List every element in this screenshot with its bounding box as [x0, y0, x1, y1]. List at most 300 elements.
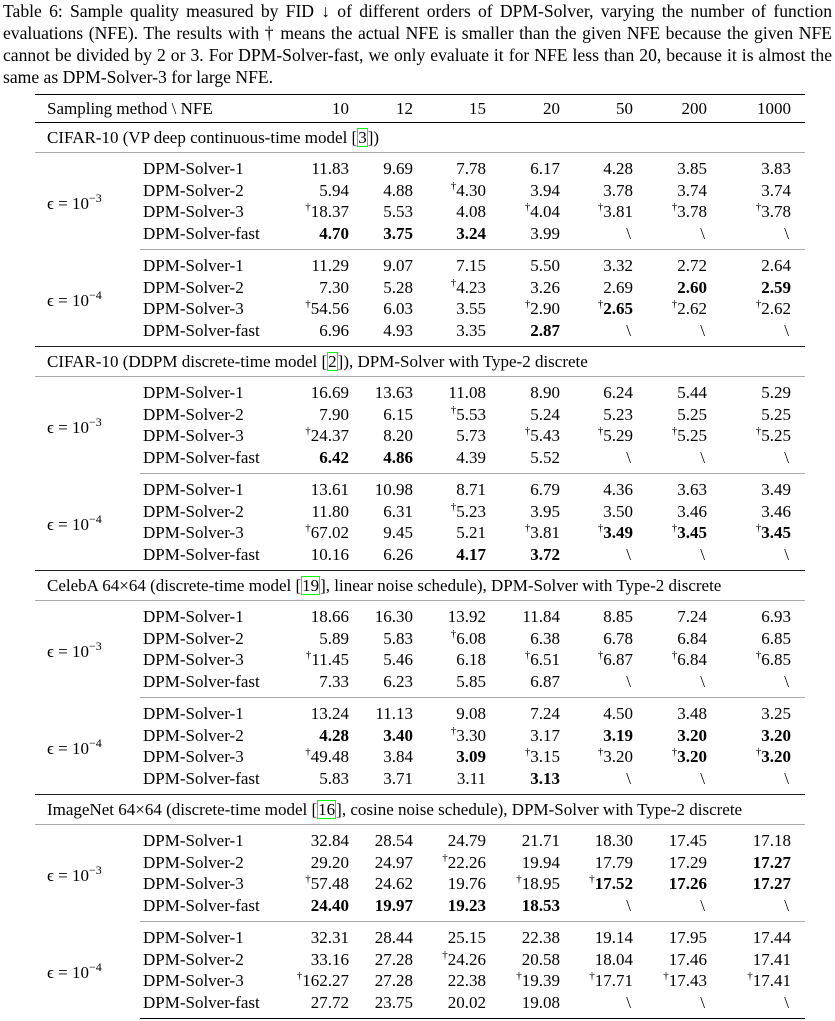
dagger-mark: † — [524, 649, 531, 661]
fid-value: 3.72 — [530, 544, 560, 564]
fid-value: 13.24 — [310, 704, 349, 723]
fid-cell — [486, 873, 560, 895]
fid-cell — [560, 425, 633, 447]
method-name: DPM-Solver-2 — [143, 852, 244, 872]
table-row — [35, 949, 805, 971]
fid-cell — [290, 873, 349, 895]
fid-cell — [290, 474, 349, 501]
fid-value: 5.25 — [761, 426, 791, 445]
fid-value: 5.85 — [456, 671, 486, 691]
dagger-mark: † — [524, 425, 531, 437]
table-row — [35, 628, 805, 650]
fid-cell — [707, 698, 805, 725]
table-row — [35, 725, 805, 747]
method-name: DPM-Solver-3 — [143, 202, 244, 221]
epsilon-exponent: −4 — [88, 959, 102, 974]
fid-cell — [707, 746, 805, 768]
method-name: DPM-Solver-3 — [143, 426, 244, 445]
fid-value: 6.23 — [383, 671, 413, 691]
fid-cell — [560, 277, 633, 299]
table-caption: Table 6: Sample quality measured by FID ↓ of different orders of DPM-Solver, varying the number of function evaluations (NFE). The results with † means the actual NFE is smaller than the given NFE because the given NFE cannot be divided by 2 or 3. For DPM-Solver-fast, we only evaluate it for NFE less than 20, because it is almost the same as DPM-Solver-3 for large NFE. — [3, 1, 832, 87]
citation-link[interactable]: 2 — [328, 352, 337, 371]
fid-value: 4.28 — [319, 725, 349, 745]
fid-cell — [560, 825, 633, 852]
fid-cell — [349, 922, 413, 949]
fid-value: 6.84 — [677, 628, 707, 648]
fid-value: 11.13 — [375, 704, 413, 723]
fid-cell — [486, 825, 560, 852]
fid-cell — [633, 768, 707, 795]
fid-value: 3.74 — [761, 180, 791, 200]
fid-value: 3.81 — [603, 202, 633, 221]
dagger-mark: † — [671, 522, 678, 534]
method-name: DPM-Solver-2 — [143, 949, 244, 969]
fid-cell — [633, 377, 707, 404]
method-name: DPM-Solver-1 — [143, 383, 244, 402]
fid-value: 9.07 — [383, 256, 413, 275]
fid-value: 5.83 — [383, 628, 413, 648]
method-name: DPM-Solver-1 — [143, 607, 244, 626]
table-row — [35, 250, 805, 277]
header-nfe: 50 — [560, 95, 633, 123]
fid-value: 162.27 — [302, 971, 349, 990]
epsilon-label — [35, 698, 140, 795]
header-label: Sampling method \ NFE — [35, 95, 290, 123]
fid-cell — [486, 922, 560, 949]
fid-value: 17.27 — [752, 852, 791, 872]
fid-value: 5.50 — [530, 256, 560, 275]
fid-value: 32.84 — [310, 831, 349, 850]
fid-value: 16.30 — [374, 607, 413, 626]
fid-cell — [560, 298, 633, 320]
not-evaluated-mark: \ — [626, 320, 631, 340]
section-title-text: CIFAR-10 (DDPM discrete-time model [ — [47, 352, 328, 371]
table-row — [35, 544, 805, 571]
method-name: DPM-Solver-3 — [143, 299, 244, 318]
fid-value: 22.26 — [447, 852, 486, 872]
fid-cell — [349, 223, 413, 250]
not-evaluated-mark: \ — [700, 895, 705, 915]
fid-cell — [707, 250, 805, 277]
fid-cell — [707, 825, 805, 852]
header-nfe: 15 — [413, 95, 486, 123]
fid-cell — [290, 725, 349, 747]
fid-cell — [633, 277, 707, 299]
fid-value: 10.98 — [374, 480, 413, 499]
table-row — [35, 970, 805, 992]
method-name: DPM-Solver-fast — [140, 447, 290, 474]
fid-cell — [707, 671, 805, 698]
method-name: DPM-Solver-fast — [143, 768, 260, 788]
table-row — [35, 873, 805, 895]
fid-value: 11.29 — [311, 256, 349, 275]
table-row — [35, 153, 805, 180]
not-evaluated-mark: \ — [700, 223, 705, 243]
fid-value: 24.26 — [447, 949, 486, 969]
fid-cell — [560, 698, 633, 725]
fid-value: 4.50 — [603, 704, 633, 723]
fid-value: 3.94 — [530, 180, 560, 200]
fid-cell — [486, 671, 560, 698]
fid-cell — [349, 501, 413, 523]
fid-cell — [707, 601, 805, 628]
fid-cell — [349, 425, 413, 447]
epsilon-base: ϵ = 10 — [47, 290, 89, 310]
fid-value: 5.52 — [530, 447, 560, 467]
fid-cell — [707, 447, 805, 474]
fid-cell — [707, 949, 805, 971]
fid-cell — [560, 725, 633, 747]
fid-value: 5.25 — [677, 426, 707, 445]
fid-cell — [349, 404, 413, 426]
fid-cell — [633, 671, 707, 698]
fid-cell — [486, 153, 560, 180]
method-name: DPM-Solver-2 — [143, 628, 244, 648]
section-title-text: ImageNet 64×64 (discrete-time model [ — [47, 800, 318, 819]
fid-value: 6.85 — [761, 628, 791, 648]
fid-cell — [560, 377, 633, 404]
fid-value: 3.25 — [761, 704, 791, 723]
fid-value: 6.24 — [603, 383, 633, 402]
table-row — [35, 474, 805, 501]
fid-cell — [413, 649, 486, 671]
table-row — [35, 277, 805, 299]
fid-cell — [633, 949, 707, 971]
not-evaluated-mark: \ — [626, 223, 631, 243]
fid-cell — [486, 298, 560, 320]
epsilon-exponent: −4 — [88, 287, 102, 302]
fid-value: 20.02 — [447, 992, 486, 1012]
dagger-mark: † — [755, 746, 762, 758]
fid-value: 20.58 — [521, 949, 560, 969]
dagger-mark: † — [597, 522, 604, 534]
fid-value: 22.38 — [447, 971, 486, 990]
dagger-mark: † — [597, 298, 604, 310]
fid-value: 3.84 — [383, 747, 413, 766]
fid-cell — [560, 404, 633, 426]
fid-value: 3.46 — [677, 501, 707, 521]
fid-value: 3.78 — [603, 180, 633, 200]
table-row — [35, 180, 805, 202]
dagger-mark: † — [671, 201, 678, 213]
fid-value: 6.18 — [456, 650, 486, 669]
fid-value: 3.20 — [677, 747, 707, 766]
fid-cell — [349, 250, 413, 277]
epsilon-exponent: −4 — [88, 511, 102, 526]
dagger-mark: † — [305, 425, 311, 437]
fid-value: 5.89 — [319, 628, 349, 648]
fid-cell — [560, 628, 633, 650]
table-row — [35, 768, 805, 795]
fid-value: 7.78 — [456, 159, 486, 178]
fid-cell — [349, 671, 413, 698]
fid-cell — [560, 601, 633, 628]
fid-value: 8.20 — [383, 426, 413, 445]
fid-value: 19.97 — [374, 895, 413, 915]
fid-cell — [349, 970, 413, 992]
fid-cell — [290, 698, 349, 725]
fid-value: 5.94 — [319, 180, 349, 200]
fid-cell — [633, 250, 707, 277]
fid-cell — [290, 425, 349, 447]
dagger-mark: † — [524, 201, 531, 213]
fid-value: 3.45 — [677, 523, 707, 542]
fid-value: 18.30 — [594, 831, 633, 850]
fid-cell — [349, 746, 413, 768]
method-name: DPM-Solver-2 — [143, 180, 244, 200]
fid-value: 7.24 — [677, 607, 707, 626]
fid-value: 2.60 — [677, 277, 707, 297]
dagger-mark: † — [597, 649, 604, 661]
fid-value: 6.93 — [761, 607, 791, 626]
fid-cell — [486, 544, 560, 571]
method-name: DPM-Solver-3 — [143, 874, 244, 893]
dagger-mark: † — [524, 746, 531, 758]
dagger-mark: † — [597, 425, 604, 437]
fid-cell — [413, 223, 486, 250]
fid-value: 4.08 — [456, 202, 486, 221]
fid-cell — [633, 501, 707, 523]
fid-cell — [413, 895, 486, 922]
fid-cell — [413, 298, 486, 320]
fid-value: 6.96 — [319, 320, 349, 340]
epsilon-label — [35, 474, 140, 571]
section-title-text: ], linear noise schedule), DPM-Solver with Type-2 discrete — [320, 576, 722, 595]
method-name: DPM-Solver-fast — [143, 544, 260, 564]
fid-cell — [486, 649, 560, 671]
not-evaluated-mark: \ — [700, 671, 705, 691]
fid-cell — [413, 970, 486, 992]
fid-value: 5.46 — [383, 650, 413, 669]
dagger-mark: † — [450, 403, 457, 416]
fid-cell — [707, 223, 805, 250]
fid-value: 3.11 — [456, 768, 486, 788]
fid-value: 17.79 — [594, 852, 633, 872]
fid-cell — [413, 474, 486, 501]
fid-cell — [633, 404, 707, 426]
table-row — [35, 601, 805, 628]
fid-cell — [560, 922, 633, 949]
method-name: DPM-Solver-1 — [143, 928, 244, 947]
fid-cell — [633, 628, 707, 650]
fid-value: 4.93 — [383, 320, 413, 340]
fid-value: 67.02 — [310, 523, 349, 542]
epsilon-label — [35, 825, 140, 922]
not-evaluated-mark: \ — [700, 447, 705, 467]
dagger-mark: † — [755, 298, 762, 310]
header-nfe: 12 — [349, 95, 413, 123]
fid-cell — [560, 852, 633, 874]
fid-cell — [413, 377, 486, 404]
not-evaluated-mark: \ — [784, 992, 789, 1012]
fid-value: 2.62 — [677, 299, 707, 318]
fid-value: 4.39 — [456, 447, 486, 467]
fid-cell — [707, 180, 805, 202]
fid-cell — [290, 992, 349, 1019]
fid-cell — [290, 277, 349, 299]
fid-value: 4.04 — [530, 202, 560, 221]
fid-value: 3.20 — [761, 747, 791, 766]
fid-cell — [560, 970, 633, 992]
fid-value: 17.43 — [668, 971, 707, 990]
fid-value: 23.75 — [374, 992, 413, 1012]
fid-value: 3.26 — [530, 277, 560, 297]
fid-cell — [486, 180, 560, 202]
fid-value: 27.28 — [374, 949, 413, 969]
fid-value: 24.79 — [447, 831, 486, 850]
fid-value: 5.23 — [603, 404, 633, 424]
not-evaluated-mark: \ — [784, 768, 789, 788]
fid-cell — [290, 201, 349, 223]
fid-value: 17.18 — [752, 831, 791, 850]
epsilon-base: ϵ = 10 — [47, 418, 89, 437]
fid-value: 2.64 — [761, 256, 791, 275]
dagger-mark: † — [305, 746, 311, 758]
fid-cell — [486, 223, 560, 250]
fid-cell — [413, 825, 486, 852]
fid-value: 5.21 — [456, 523, 486, 542]
citation-link[interactable]: 19 — [302, 576, 320, 595]
fid-cell — [290, 544, 349, 571]
dagger-mark: † — [450, 179, 457, 192]
dagger-mark: † — [755, 522, 762, 534]
fid-value: 3.50 — [603, 501, 633, 521]
fid-cell — [349, 474, 413, 501]
fid-cell — [413, 201, 486, 223]
fid-cell — [290, 180, 349, 202]
fid-cell — [486, 746, 560, 768]
fid-value: 3.45 — [761, 523, 791, 542]
dagger-mark: † — [442, 851, 448, 864]
fid-value: 3.15 — [530, 747, 560, 766]
table-row — [35, 447, 805, 474]
fid-cell — [560, 544, 633, 571]
fid-value: 3.75 — [383, 223, 413, 243]
fid-value: 7.15 — [456, 256, 486, 275]
fid-cell — [486, 277, 560, 299]
fid-cell — [486, 895, 560, 922]
fid-value: 19.94 — [521, 852, 560, 872]
fid-value: 6.26 — [383, 544, 413, 564]
fid-cell — [633, 970, 707, 992]
fid-value: 13.61 — [310, 480, 349, 499]
fid-value: 18.66 — [310, 607, 349, 626]
fid-value: 3.19 — [603, 725, 633, 745]
section-title — [35, 571, 805, 601]
table-row — [35, 320, 805, 347]
fid-cell — [707, 277, 805, 299]
fid-value: 3.55 — [456, 299, 486, 318]
fid-cell — [707, 922, 805, 949]
fid-cell — [633, 474, 707, 501]
fid-cell — [349, 768, 413, 795]
fid-cell — [413, 746, 486, 768]
method-name: DPM-Solver-1 — [143, 704, 244, 723]
fid-cell — [707, 873, 805, 895]
fid-cell — [349, 628, 413, 650]
fid-cell — [290, 852, 349, 874]
fid-cell — [290, 649, 349, 671]
dagger-mark: † — [524, 522, 531, 534]
fid-cell — [413, 922, 486, 949]
fid-value: 22.38 — [521, 928, 560, 947]
fid-value: 27.28 — [374, 971, 413, 990]
fid-cell — [290, 895, 349, 922]
fid-cell — [290, 377, 349, 404]
table-row — [35, 649, 805, 671]
fid-value: 6.85 — [761, 650, 791, 669]
fid-value: 5.28 — [383, 277, 413, 297]
fid-cell — [290, 250, 349, 277]
fid-cell — [290, 825, 349, 852]
dagger-mark: † — [597, 746, 604, 758]
fid-cell — [560, 768, 633, 795]
fid-cell — [633, 180, 707, 202]
method-name: DPM-Solver-2 — [143, 404, 244, 424]
header-row — [35, 95, 805, 123]
dagger-mark: † — [305, 873, 311, 885]
citation-link[interactable]: 3 — [358, 128, 367, 147]
fid-value: 6.15 — [383, 404, 413, 424]
fid-value: 5.53 — [383, 202, 413, 221]
fid-cell — [633, 825, 707, 852]
section-title — [35, 123, 805, 153]
epsilon-base: ϵ = 10 — [47, 962, 89, 982]
dagger-mark: † — [589, 970, 595, 982]
fid-cell — [349, 201, 413, 223]
dagger-mark: † — [597, 201, 604, 213]
section-title-text: ]) — [367, 128, 380, 147]
fid-cell — [349, 544, 413, 571]
fid-value: 19.39 — [521, 971, 560, 990]
fid-value: 3.32 — [603, 256, 633, 275]
fid-cell — [633, 992, 707, 1019]
fid-cell — [633, 601, 707, 628]
fid-cell — [290, 768, 349, 795]
fid-cell — [413, 601, 486, 628]
fid-value: 11.45 — [311, 650, 349, 669]
fid-value: 11.84 — [522, 607, 560, 626]
table-row — [35, 895, 805, 922]
fid-cell — [486, 768, 560, 795]
fid-value: 4.36 — [603, 480, 633, 499]
section-header — [35, 123, 805, 153]
fid-cell — [349, 522, 413, 544]
fid-cell — [560, 992, 633, 1019]
fid-cell — [707, 992, 805, 1019]
table-row — [35, 825, 805, 852]
fid-cell — [707, 404, 805, 426]
fid-cell — [560, 649, 633, 671]
table-row — [35, 992, 805, 1019]
fid-value: 5.43 — [530, 426, 560, 445]
fid-value: 3.20 — [761, 725, 791, 745]
fid-cell — [349, 649, 413, 671]
fid-cell — [486, 949, 560, 971]
fid-cell — [486, 698, 560, 725]
citation-link[interactable]: 16 — [318, 800, 336, 819]
section-title-text: ], cosine noise schedule), DPM-Solver with Type-2 discrete — [336, 800, 743, 819]
dagger-mark: † — [450, 724, 457, 737]
fid-cell — [349, 698, 413, 725]
fid-value: 6.84 — [677, 650, 707, 669]
fid-value: 3.40 — [383, 725, 413, 745]
method-name: DPM-Solver-2 — [143, 725, 244, 745]
fid-cell — [349, 825, 413, 852]
fid-value: 6.87 — [603, 650, 633, 669]
fid-cell — [290, 153, 349, 180]
fid-cell — [560, 153, 633, 180]
